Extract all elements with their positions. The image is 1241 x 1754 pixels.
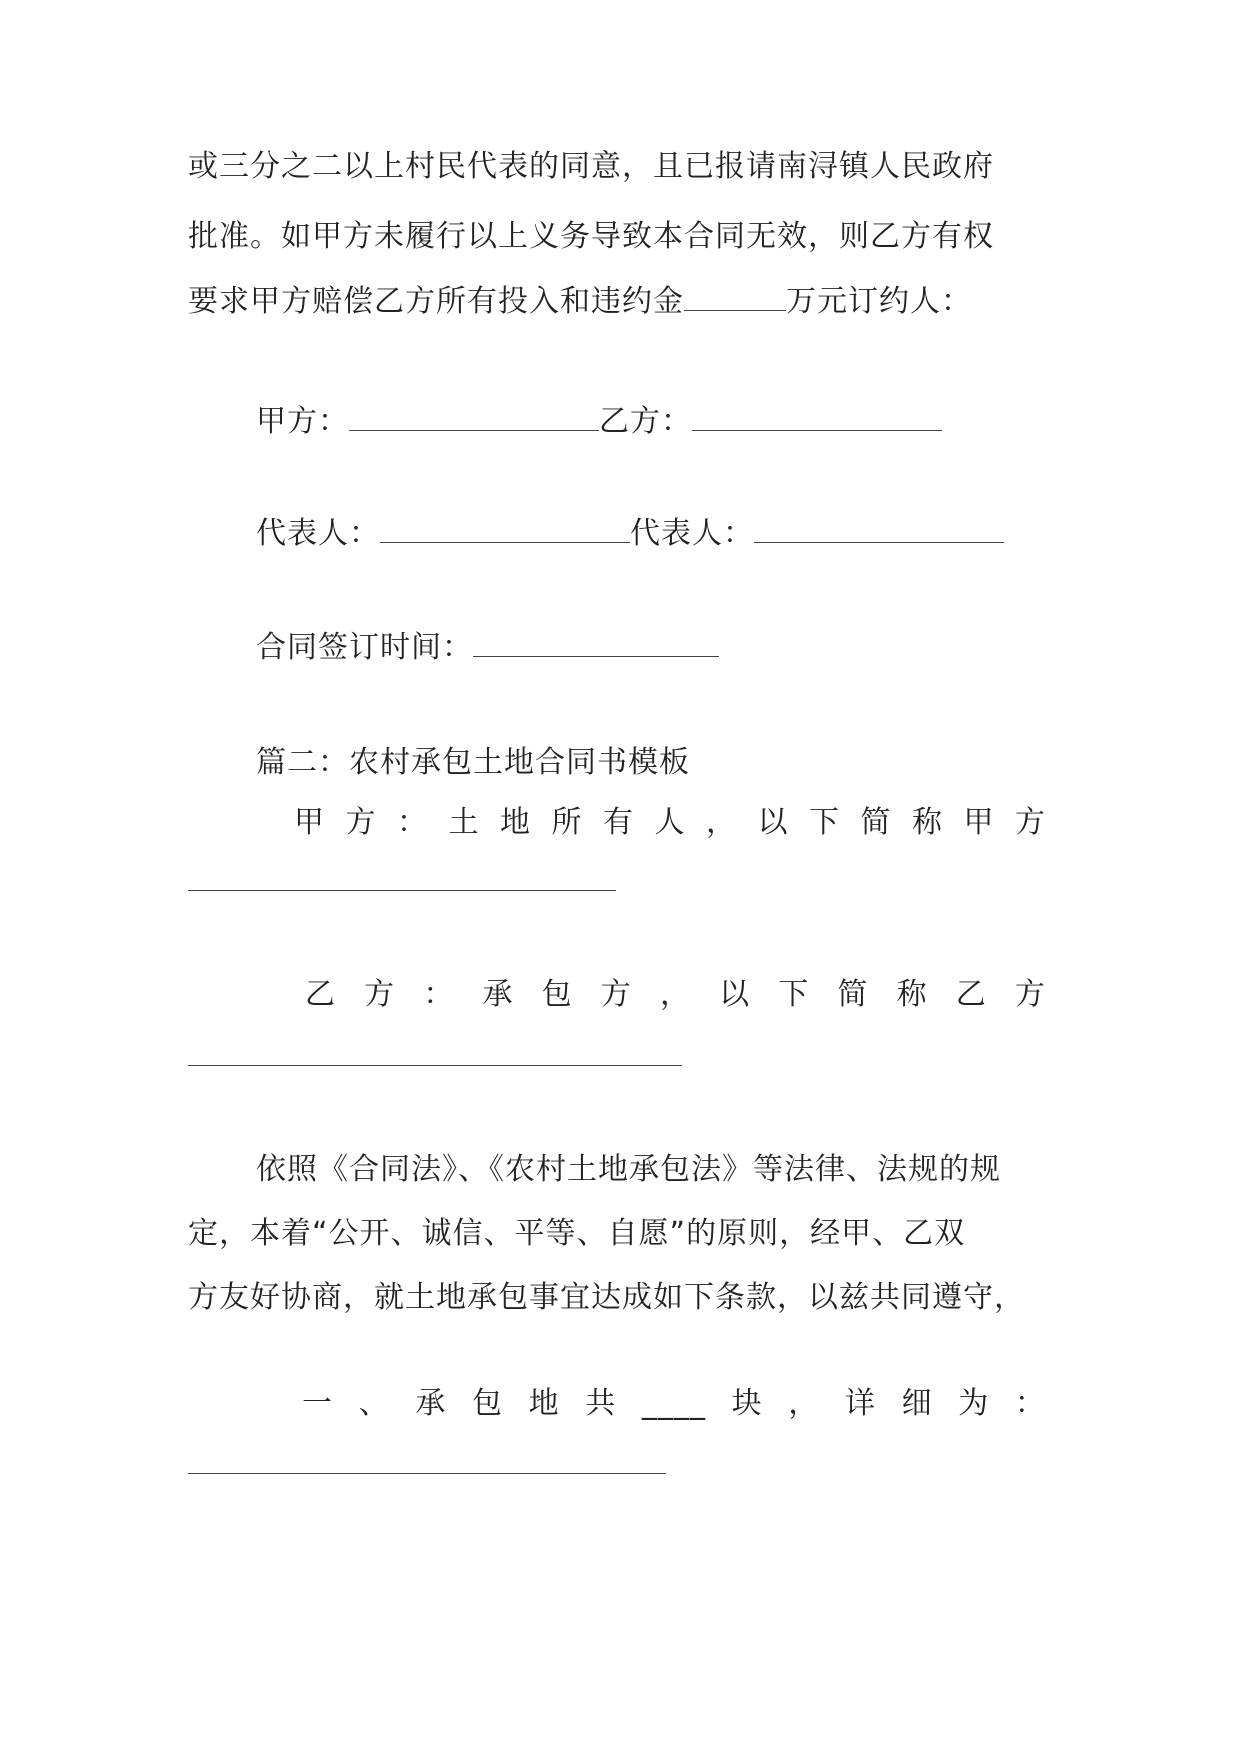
paragraph-text: 要求甲方赔偿乙方所有投入和违约金 [188, 284, 684, 319]
spread-char: 一 [302, 1386, 333, 1421]
party-b-line [305, 975, 1046, 1015]
party-b-label: 乙方： [599, 404, 692, 439]
spread-char: 以 [719, 977, 751, 1012]
spread-char: 共 [585, 1386, 617, 1421]
spread-char: 方 [600, 977, 632, 1012]
spread-char: 方 [364, 977, 396, 1012]
rep-b-label: 代表人： [630, 516, 754, 551]
basis-line: 定，本着“公开、诚信、平等、自愿”的原则，经甲、乙双 [188, 1216, 966, 1251]
spread-char: 有 [603, 805, 634, 840]
rep-b-blank [754, 518, 1004, 543]
spread-char: 乙 [955, 977, 987, 1012]
sign-date-line [256, 628, 719, 668]
paragraph-line [188, 282, 972, 322]
spread-char: 细 [901, 1386, 933, 1421]
spread-char: 方 [1014, 977, 1046, 1012]
spread-char: 详 [844, 1386, 876, 1421]
spread-char: ： [1014, 1386, 1046, 1421]
spread-char: 下 [778, 977, 810, 1012]
party-a-blank [349, 406, 599, 431]
party-a-underline [188, 890, 616, 891]
paragraph-text: 万元订约人： [786, 284, 972, 319]
clause-1-line [302, 1384, 1046, 1424]
spread-char: 甲 [294, 805, 325, 840]
spread-char: 地 [500, 805, 531, 840]
party-b-blank [692, 406, 942, 431]
basis-line: 方友好协商，就土地承包事宜达成如下条款，以兹共同遵守， [188, 1280, 1025, 1315]
rep-a-label: 代表人： [256, 516, 380, 551]
penalty-amount-blank [684, 286, 786, 311]
spread-char: 为 [958, 1386, 990, 1421]
rep-a-blank [380, 518, 630, 543]
party-a-line [294, 803, 1046, 843]
spread-char: 承 [482, 977, 514, 1012]
spread-char: ： [397, 805, 428, 840]
spread-char: 乙 [305, 977, 336, 1012]
spread-char: 土 [448, 805, 480, 840]
spread-char: 下 [809, 805, 840, 840]
sign-date-label: 合同签订时间： [256, 630, 473, 665]
spread-char: 甲 [963, 805, 995, 840]
spread-char: 所 [551, 805, 583, 840]
spread-char: 称 [896, 977, 928, 1012]
spread-char: 以 [757, 805, 789, 840]
spread-char: 人 [654, 805, 686, 840]
party-a-label: 甲方： [256, 404, 349, 439]
spread-char: ， [788, 1386, 820, 1421]
representative-line [256, 514, 1004, 554]
spread-char: 包 [471, 1386, 503, 1421]
spread-char: 地 [528, 1386, 560, 1421]
party-b-underline [188, 1065, 682, 1066]
spread-char: 简 [860, 805, 892, 840]
spread-char: 块 [731, 1386, 763, 1421]
paragraph-line: 或三分之二以上村民代表的同意，且已报请南浔镇人民政府 [188, 149, 994, 184]
paragraph-line: 批准。如甲方未履行以上义务导致本合同无效，则乙方有权 [188, 219, 994, 254]
spread-char: ， [659, 977, 691, 1012]
spread-char: 称 [912, 805, 943, 840]
sign-date-blank [473, 632, 719, 657]
spread-char: 包 [541, 977, 573, 1012]
section-heading: 篇二：农村承包土地合同书模板 [256, 745, 690, 780]
spread-char: 、 [358, 1386, 390, 1421]
spread-char: 承 [415, 1386, 447, 1421]
signature-line [256, 402, 942, 442]
basis-line: 依照《合同法》、《农村土地承包法》等法律、法规的规 [256, 1152, 1001, 1187]
spread-char: 方 [1015, 805, 1046, 840]
clause-1-underline [188, 1473, 666, 1474]
spread-char: 简 [837, 977, 869, 1012]
spread-char: ， [706, 805, 737, 840]
spread-char: 方 [345, 805, 377, 840]
spread-char: ____ [641, 1386, 706, 1421]
spread-char: ： [423, 977, 455, 1012]
